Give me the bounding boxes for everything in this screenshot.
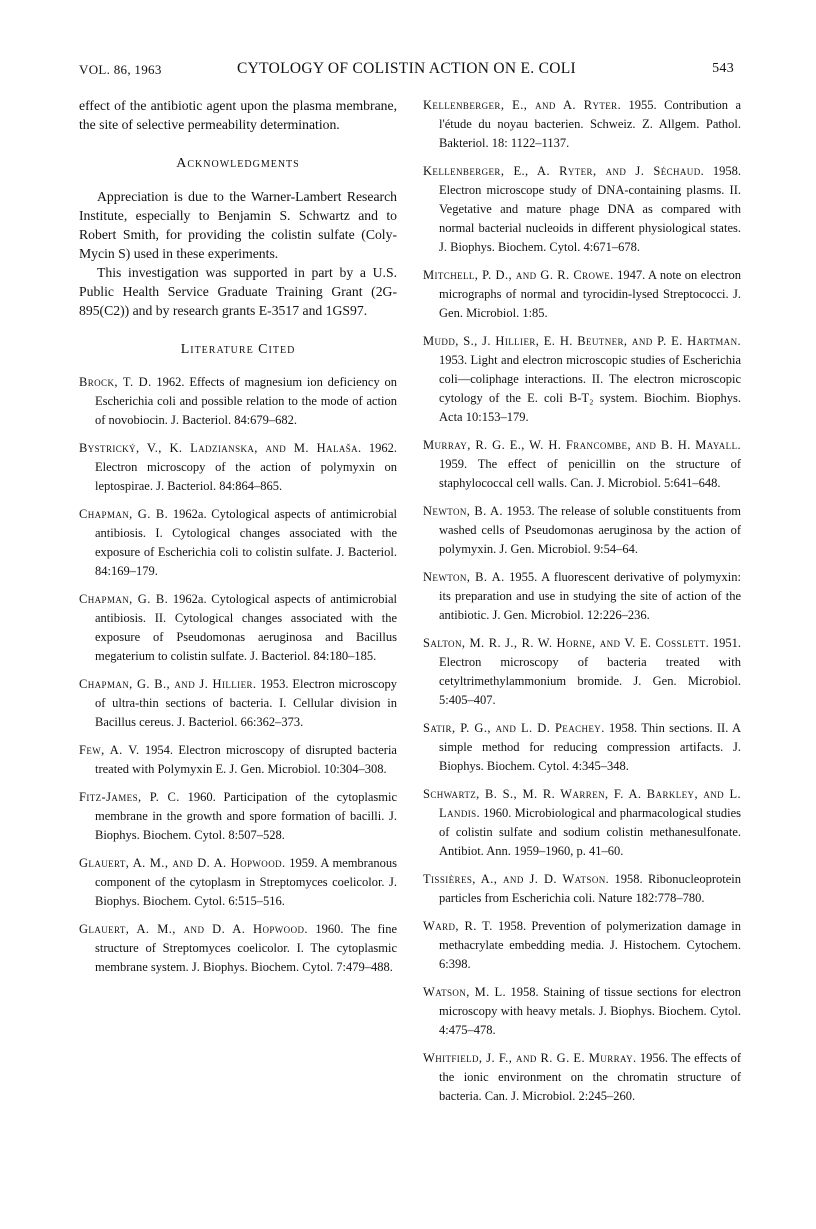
reference-item: Mitchell, P. D., and G. R. Crowe. 1947. A note on electron micrographs of normal and tyrocidin-lysed Streptococci. J. Gen. Microbiol. 1:85. bbox=[423, 268, 741, 320]
reference-item: Salton, M. R. J., R. W. Horne, and V. E. Cosslett. 1951. Electron microscopy of bacteria treated with cetyltrimethylammonium bromide. J. Gen. Microbiol. 5:405–407. bbox=[423, 636, 742, 707]
reference-item: Watson, M. L. 1958. Staining of tissue sections for electron microscopy with heavy metals. J. Biophys. Biochem. Cytol. 4:475–478. bbox=[423, 985, 741, 1037]
reference-item: Murray, R. G. E., W. H. Francombe, and B. H. Mayall. 1959. The effect of penicillin on the structure of staphylococcal cell walls. Can. J. Microbiol. 5:641–648. bbox=[423, 438, 741, 490]
reference-item: Bystrický, V., K. Ladzianska, and M. Halaša. 1962. Electron microscopy of the action of polymyxin on leptospirae. J. Bacteriol. 84:864–865. bbox=[79, 441, 397, 493]
reference-item: Chapman, G. B., and J. Hillier. 1953. Electron microscopy of ultra-thin sections of bacteria. I. Cellular division in Bacillus cereus. J. Bacteriol. 66:362–373. bbox=[79, 677, 397, 729]
left-column bbox=[79, 96, 397, 986]
reference-item: Whitfield, J. F., and R. G. E. Murray. 1956. The effects of the ionic environment on the chromatin structure of bacteria. Can. J. Microbiol. 2:245–260. bbox=[423, 1051, 741, 1103]
acknowledgments-heading: Acknowledgments bbox=[176, 156, 300, 171]
reference-item: Satir, P. G., and L. D. Peachey. 1958. Thin sections. II. A simple method for reducing compression artifacts. J. Biophys. Biochem. Cytol. 4:345–348. bbox=[423, 721, 741, 773]
reference-item: Tissières, A., and J. D. Watson. 1958. Ribonucleoprotein particles from Escherichia coli. Nature 182:778–780. bbox=[423, 872, 741, 905]
acknowledgments-para-1: Appreciation is due to the Warner-Lambert Research Institute, especially to Benjamin S. Schwartz and to Robert Smith, for providing the colistin sulfate (Coly-Mycin S) used in these experiments. bbox=[79, 189, 397, 261]
reference-item: Kellenberger, E., A. Ryter, and J. Séchaud. 1958. Electron microscope study of DNA-containing plasms. II. Vegetative and mature phage DNA as compared with normal bacterial nucleoids in different physiological states. J. Biophys. Biochem. Cytol. 4:671–678. bbox=[423, 164, 742, 254]
reference-item: Mudd, S., J. Hillier, E. H. Beutner, and P. E. Hartman. 1953. Light and electron microscopic studies of Escherichia coli—coliphage interactions. II. The electron microscopic cytology of the E. coli B-T₂ system. Biochim. Biophys. Acta 10:153–179. bbox=[423, 334, 741, 424]
reference-list-left bbox=[79, 373, 397, 977]
reference-item: Newton, B. A. 1953. The release of soluble constituents from washed cells of Pseudomonas aeruginosa by the action of polymyxin. J. Gen. Microbiol. 9:54–64. bbox=[423, 504, 742, 556]
literature-heading: Literature Cited bbox=[180, 342, 296, 357]
volume-label: VOL. 86, 1963 bbox=[79, 62, 162, 77]
intro-continuation: effect of the antibiotic agent upon the plasma membrane, the site of selective permeability determination. bbox=[79, 98, 397, 132]
reference-item: Chapman, G. B. 1962a. Cytological aspects of antimicrobial antibiosis. I. Cytological changes associated with the exposure of Escherichia coli to colistin sulfate. J. Bacteriol. 84:169–179. bbox=[79, 507, 397, 578]
reference-item: Chapman, G. B. 1962a. Cytological aspects of antimicrobial antibiosis. II. Cytological changes associated with the exposure of Pseudomonas aeruginosa and Bacillus megaterium to colistin sulfate. J. Bacteriol. 84:180–185. bbox=[79, 592, 397, 663]
right-column bbox=[423, 96, 741, 1115]
reference-item: Fitz-James, P. C. 1960. Participation of the cytoplasmic membrane in the growth and spore formation of bacilli. J. Biophys. Biochem. Cytol. 8:507–528. bbox=[79, 790, 397, 842]
reference-item: Kellenberger, E., and A. Ryter. 1955. Contribution a l'étude du noyau bacterien. Schweiz. Z. Allgem. Pathol. Bakteriol. 18: 1122–1137. bbox=[423, 98, 741, 150]
reference-item: Ward, R. T. 1958. Prevention of polymerization damage in methacrylate embedding media. J. Histochem. Cytochem. 6:398. bbox=[423, 919, 741, 971]
page-number: 543 bbox=[712, 61, 734, 76]
running-title: CYTOLOGY OF COLISTIN ACTION ON E. COLI bbox=[236, 60, 577, 77]
reference-item: Glauert, A. M., and D. A. Hopwood. 1959. A membranous component of the cytoplasm in Streptomyces coelicolor. J. Biophys. Biochem. Cytol. 6:515–516. bbox=[79, 856, 398, 908]
acknowledgments-para-2: This investigation was supported in part by a U.S. Public Health Service Graduate Training Grant (2G-895(C2)) and by research grants E-3517 and 1GS97. bbox=[79, 265, 397, 318]
reference-item: Few, A. V. 1954. Electron microscopy of disrupted bacteria treated with Polymyxin E. J. Gen. Microbiol. 10:304–308. bbox=[79, 743, 397, 776]
reference-item: Glauert, A. M., and D. A. Hopwood. 1960. The fine structure of Streptomyces coelicolor. I. The cytoplasmic membrane system. J. Biophys. Biochem. Cytol. 7:479–488. bbox=[79, 922, 397, 974]
reference-item: Schwartz, B. S., M. R. Warren, F. A. Barkley, and L. Landis. 1960. Microbiological and pharmacological studies of colistin sulfate and sodium colistin methanesulfonate. Antibiot. Ann. 1959–1960, p. 41–60. bbox=[423, 787, 741, 858]
reference-item: Newton, B. A. 1955. A fluorescent derivative of polymyxin: its preparation and use in studying the site of action of the antibiotic. J. Gen. Microbiol. 12:226–236. bbox=[423, 570, 741, 622]
reference-item: Brock, T. D. 1962. Effects of magnesium ion deficiency on Escherichia coli and possible relation to the mode of action of novobiocin. J. Bacteriol. 84:679–682. bbox=[79, 375, 397, 427]
running-header bbox=[79, 58, 734, 84]
